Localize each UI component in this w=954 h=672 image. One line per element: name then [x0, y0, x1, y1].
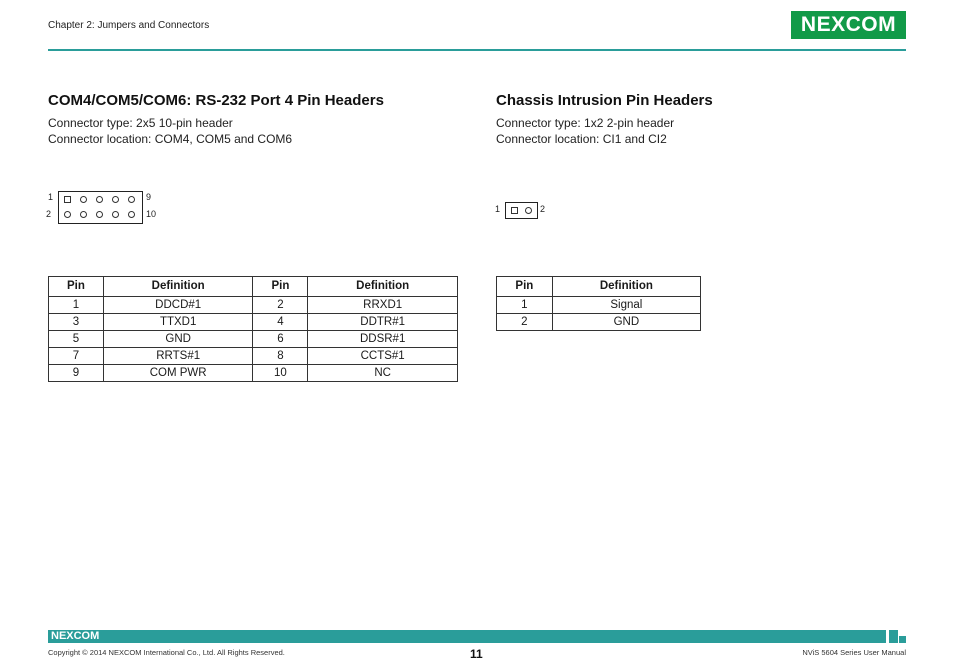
pin-1-square	[511, 207, 518, 214]
pin-label-2: 2	[540, 204, 546, 214]
col-header: Definition	[308, 277, 458, 297]
table-cell: DDTR#1	[308, 314, 458, 331]
table-cell: 4	[253, 314, 308, 331]
pin-2	[64, 211, 71, 218]
table-cell: RRTS#1	[103, 348, 253, 365]
pin-label-1: 1	[48, 192, 54, 202]
table-cell: DDCD#1	[103, 297, 253, 314]
table-row	[49, 348, 458, 365]
pin-label-10: 10	[146, 209, 157, 219]
table-cell: COM PWR	[103, 365, 253, 382]
table-cell: 9	[49, 365, 104, 382]
com-connector-location: Connector location: COM4, COM5 and COM6	[48, 132, 293, 146]
table-row	[497, 314, 701, 331]
com-section-title: COM4/COM5/COM6: RS-232 Port 4 Pin Headers	[48, 92, 384, 109]
pin-9	[128, 196, 135, 203]
table-cell: 5	[49, 331, 104, 348]
pin-label-9: 9	[146, 192, 152, 202]
pin-2	[525, 207, 532, 214]
chassis-pin-header-diagram	[492, 200, 552, 220]
table-cell: 6	[253, 331, 308, 348]
table-cell: GND	[103, 331, 253, 348]
chassis-header-outline	[505, 202, 538, 219]
nexcom-logo	[791, 11, 906, 39]
pin-8	[112, 211, 119, 218]
table-cell: 3	[49, 314, 104, 331]
com-connector-type: Connector type: 2x5 10-pin header	[48, 116, 233, 130]
table-header-row	[49, 277, 458, 297]
pin-10	[128, 211, 135, 218]
pin-label-2: 2	[46, 209, 52, 219]
pin-6	[96, 211, 103, 218]
chassis-section	[496, 92, 713, 109]
table-row	[49, 297, 458, 314]
com-pin-header-diagram	[44, 189, 164, 225]
table-cell: 1	[497, 297, 553, 314]
pin-label-1: 1	[495, 204, 501, 214]
col-header: Definition	[552, 277, 700, 297]
pin-5	[96, 196, 103, 203]
copyright-text: Copyright © 2014 NEXCOM International Co., Ltd. All Rights Reserved.	[48, 648, 285, 657]
table-cell: GND	[552, 314, 700, 331]
table-cell: NC	[308, 365, 458, 382]
table-cell: 2	[253, 297, 308, 314]
table-cell: TTXD1	[103, 314, 253, 331]
pin-1-square	[64, 196, 71, 203]
footer-square-icon	[889, 630, 898, 643]
table-row	[49, 331, 458, 348]
com-header-outline	[58, 191, 143, 224]
pin-7	[112, 196, 119, 203]
com-pin-table	[48, 276, 458, 382]
col-header: Definition	[103, 277, 253, 297]
chassis-connector-type: Connector type: 1x2 2-pin header	[496, 116, 675, 130]
header-divider	[48, 49, 906, 51]
chassis-pin-table	[496, 276, 701, 331]
logo-text: NEXCOM	[800, 13, 897, 36]
chapter-title: Chapter 2: Jumpers and Connectors	[48, 20, 210, 31]
table-cell: 1	[49, 297, 104, 314]
footer-square-small-icon	[899, 636, 906, 643]
table-cell: 7	[49, 348, 104, 365]
table-cell: Signal	[552, 297, 700, 314]
table-cell: CCTS#1	[308, 348, 458, 365]
col-header: Pin	[497, 277, 553, 297]
col-header: Pin	[253, 277, 308, 297]
pin-3	[80, 196, 87, 203]
table-cell: 10	[253, 365, 308, 382]
table-row	[49, 365, 458, 382]
table-row	[49, 314, 458, 331]
chassis-section-title: Chassis Intrusion Pin Headers	[496, 92, 713, 109]
table-cell: DDSR#1	[308, 331, 458, 348]
table-row	[497, 297, 701, 314]
table-cell: RRXD1	[308, 297, 458, 314]
com-section	[48, 92, 384, 109]
page-number: 11	[470, 647, 483, 661]
manual-title: NViS 5604 Series User Manual	[802, 648, 906, 657]
footer-bar	[48, 630, 886, 643]
table-header-row	[497, 277, 701, 297]
footer-logo: NEXCOM	[51, 630, 100, 642]
table-cell: 2	[497, 314, 553, 331]
pin-4	[80, 211, 87, 218]
col-header: Pin	[49, 277, 104, 297]
chassis-connector-location: Connector location: CI1 and CI2	[496, 132, 667, 146]
table-cell: 8	[253, 348, 308, 365]
